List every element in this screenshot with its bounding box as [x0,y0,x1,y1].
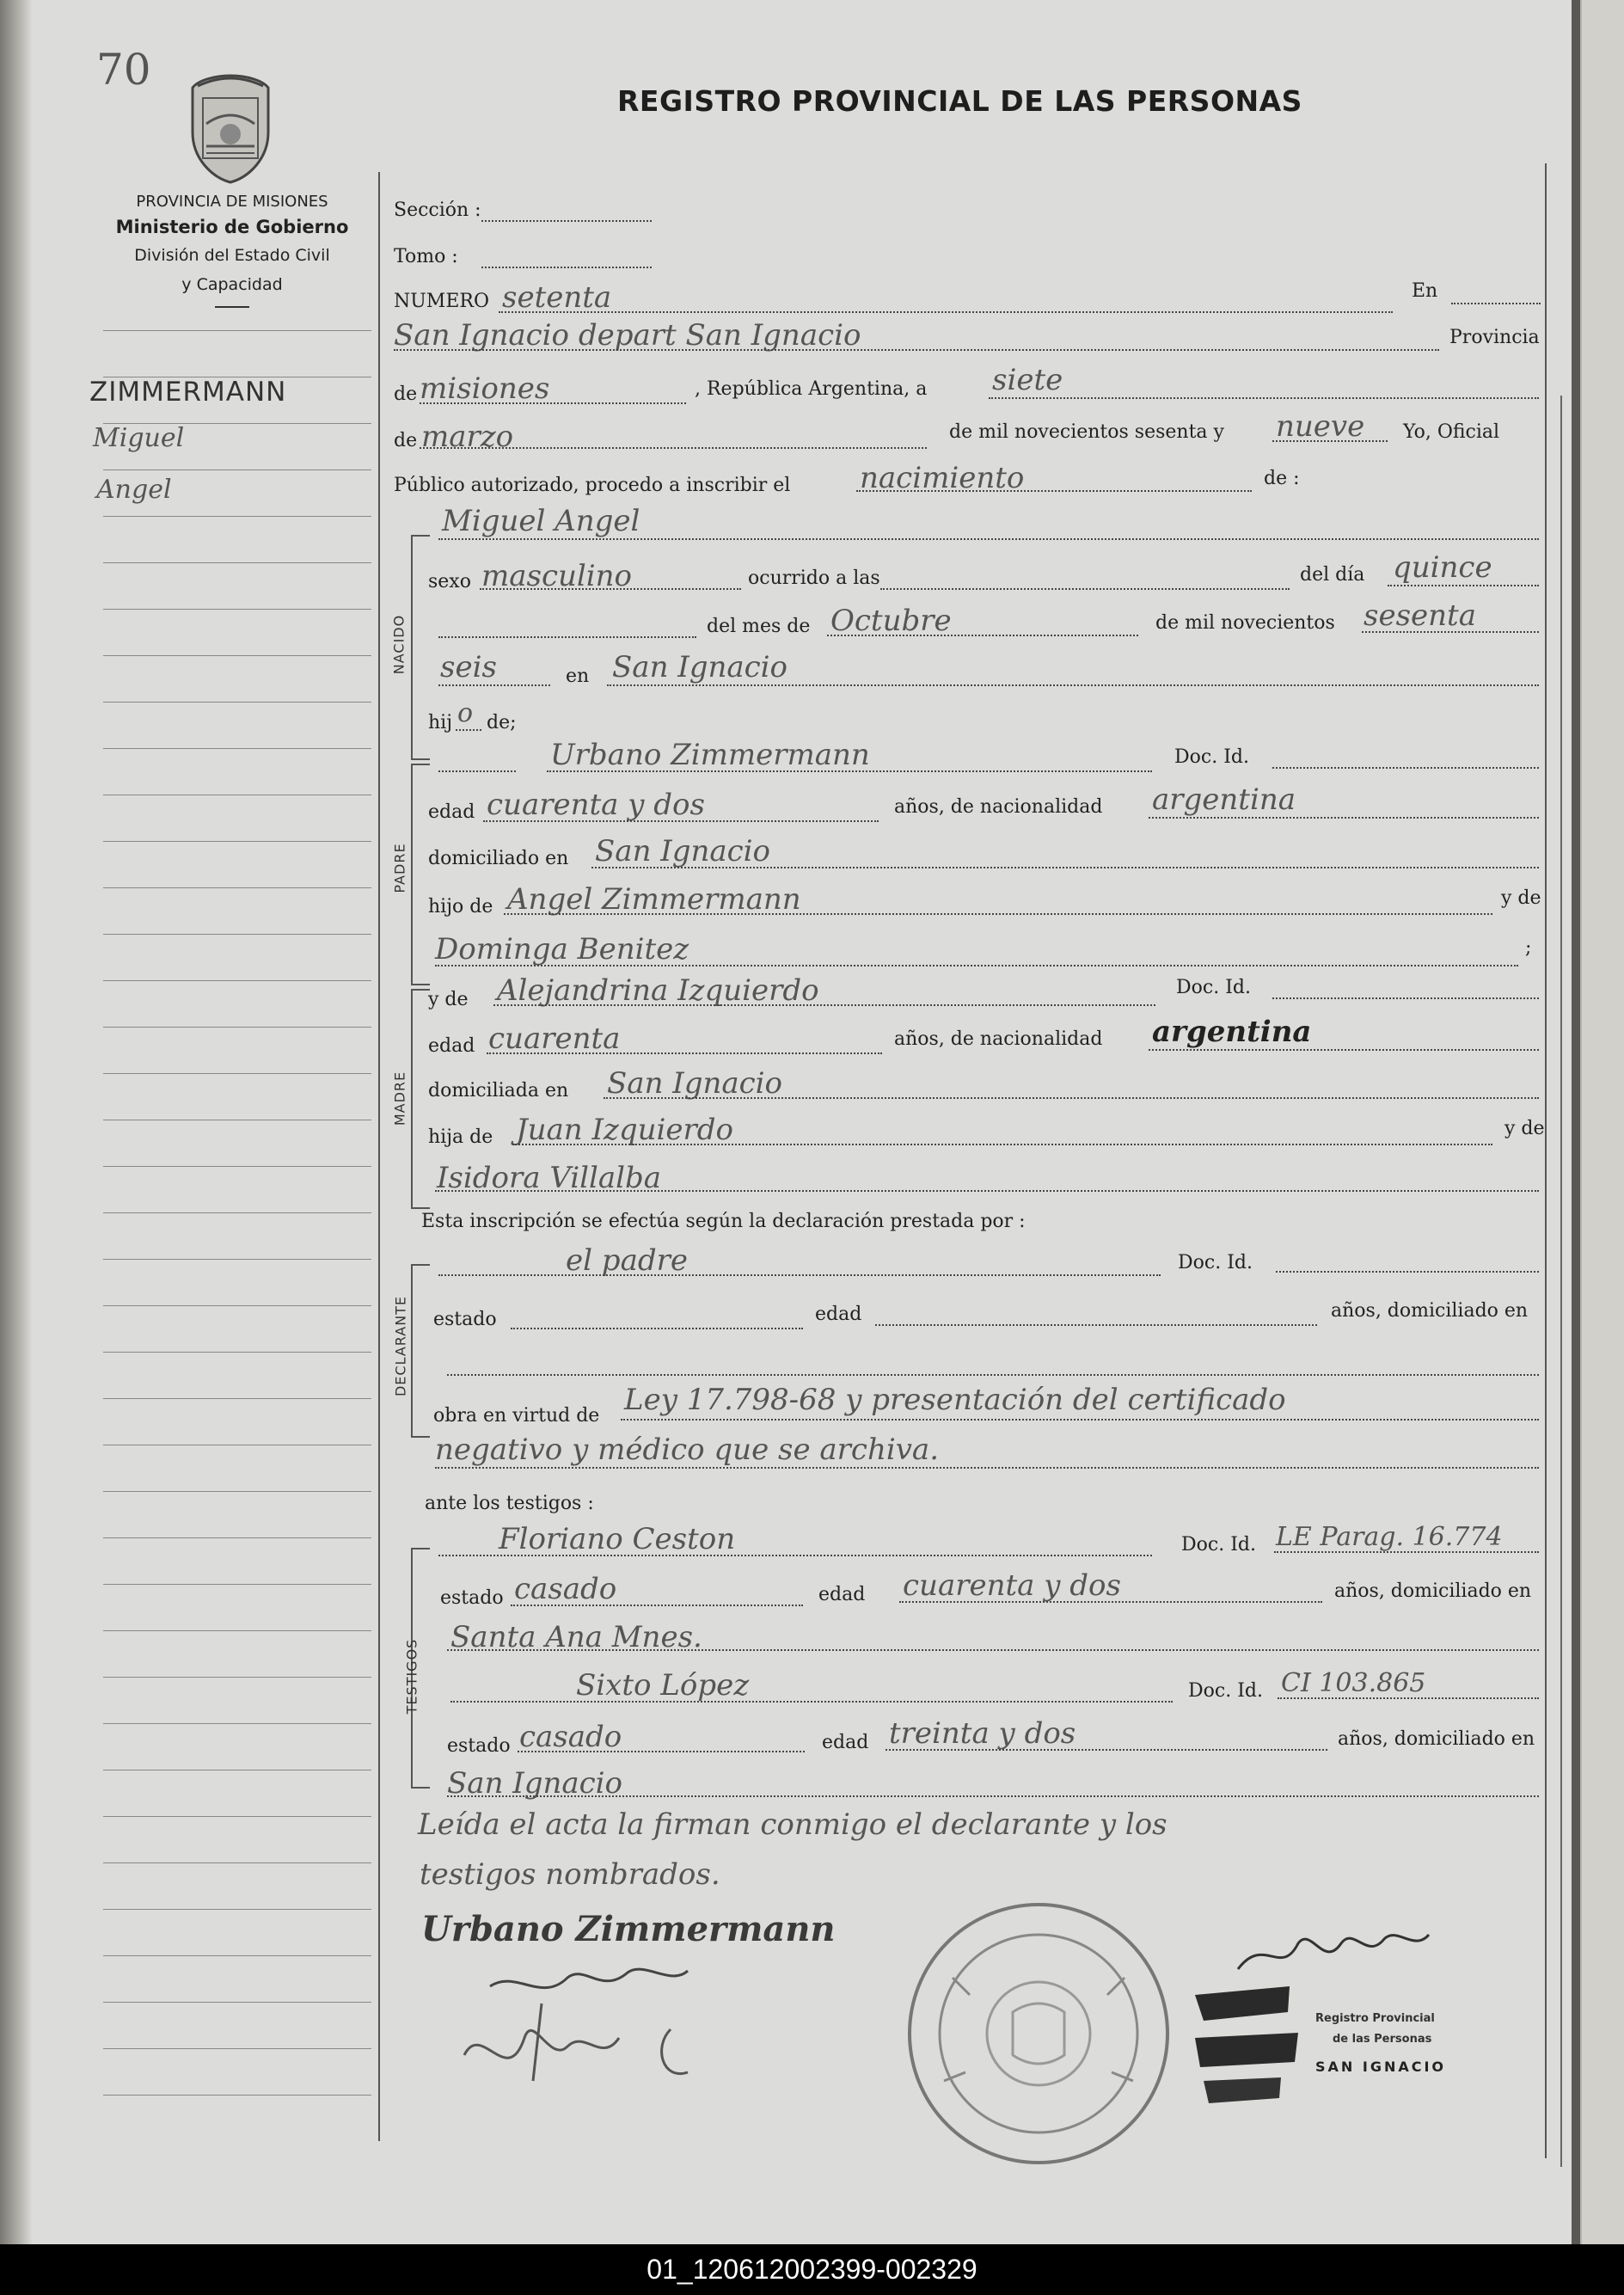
madre-bracket [411,989,430,1209]
padre-nac-line [1149,817,1539,819]
padre-dom-value: San Ignacio [595,834,771,868]
margin-rule-line [103,1166,371,1167]
provincia-value: misiones [420,371,550,406]
padre-madre-value: Dominga Benitez [435,932,689,966]
margin-given-name-2: Angel [96,475,172,505]
margin-rule-line [103,2048,371,2049]
margin-rule-line [103,1677,371,1678]
mes-label: del mes de [707,616,811,637]
margin-rule-line [103,469,371,470]
testigo1-edad-label: edad [818,1584,866,1605]
hij-de-label: de; [487,712,517,733]
mes-line [827,635,1138,636]
year-line [1272,440,1388,442]
testigo1-estado-line [511,1605,803,1606]
official-stamp-line3: SAN IGNACIO [1315,2059,1447,2075]
padre-padre-value: Angel Zimmermann [507,882,801,917]
testigo2-dom-value: San Ignacio [447,1766,623,1801]
mes-value: Octubre [830,604,952,638]
de2-label: de [394,430,418,451]
de-label: de [394,384,418,405]
testigo2-estado-label: estado [447,1735,511,1757]
madre-padre-value: Juan Izquierdo [516,1113,733,1147]
anio-cont-line [438,684,550,686]
margin-rule-line [103,2095,371,2096]
official-stamp-line2: de las Personas [1333,2033,1432,2046]
testigo1-doc-label: Doc. Id. [1181,1534,1256,1556]
numero-line [499,311,1393,313]
madre-edad-label: edad [428,1035,475,1057]
form-left-border [378,172,380,2141]
testigo1-dom-line [447,1649,1539,1651]
declarante-name: el padre [566,1243,688,1278]
testigo2-edad-line [886,1749,1327,1751]
padre-nac-label: años, de nacionalidad [894,796,1103,818]
declarante-estado-line [511,1328,803,1329]
madre-nac-line [1149,1049,1539,1051]
margin-rule-line [103,1212,371,1213]
padre-hijo-label: hijo de [428,896,493,917]
dia-cont-line [438,636,696,638]
madre-madre-value: Isidora Villalba [437,1161,662,1195]
padre-section-label: PADRE [391,843,408,893]
obra-line [621,1419,1539,1421]
org-division: División del Estado Civil [134,246,330,265]
nacido-bracket [411,535,430,760]
testigo2-anios-label: años, domiciliado en [1338,1728,1535,1750]
nacido-section-label: NACIDO [390,614,408,675]
madre-hija-label: hija de [428,1126,493,1148]
margin-rule-line [103,1027,371,1028]
anio-value-cont: seis [440,650,497,684]
day-line [989,397,1539,399]
madre-doc-label: Doc. Id. [1176,977,1251,998]
declarante-section-label: DECLARANTE [392,1295,409,1397]
testigo2-doc-value: CI 103.865 [1281,1668,1426,1698]
page-edge-line [1560,396,1562,2167]
testigo1-edad-line [899,1601,1322,1603]
madre-padre-line [512,1144,1492,1145]
sexo-value: masculino [481,559,633,593]
lugar-value: San Ignacio [612,650,788,684]
org-province: PROVINCIA DE MISIONES [136,193,328,211]
margin-rule-line [103,1955,371,1956]
hij-value: o [457,698,474,728]
margin-rule-line [103,1630,371,1631]
numero-value: setenta [502,280,612,315]
margin-rule-line [103,934,371,935]
page-binding [0,0,33,2244]
witness-signatures-icon [430,1952,791,2107]
testigo2-name-line [450,1701,1173,1703]
adjacent-page-paper [1582,0,1624,2244]
declarante-signature: Urbano Zimmermann [421,1909,836,1949]
testigo1-estado-label: estado [440,1587,504,1609]
declarante-estado-label: estado [433,1309,497,1330]
ocurrido-label: ocurrido a las [748,568,880,589]
provincia-label: Provincia [1449,327,1540,348]
numero-label: NUMERO [394,291,489,312]
madre-name-line [493,1004,1155,1006]
declarante-doc-label: Doc. Id. [1178,1252,1253,1273]
nacido-en-label: en [566,666,590,687]
padre-madre-line [435,965,1518,966]
form-right-border [1545,163,1547,2158]
margin-rule-line [103,1723,371,1724]
anio-value: sesenta [1364,598,1476,633]
margin-rule-line [103,516,371,517]
madre-nac-value: argentina [1152,1015,1312,1049]
testigo2-doc-line [1278,1697,1539,1699]
declarante-edad-label: edad [815,1304,862,1325]
closing-line-2: testigos nombrados. [420,1857,720,1892]
margin-rule-line [103,1862,371,1863]
nacido-name: Miguel Angel [442,504,640,538]
declarante-bracket [411,1264,430,1438]
madre-edad-value: cuarenta [488,1022,621,1056]
padre-name: Urbano Zimmermann [550,738,870,772]
obra-cont-line [435,1467,1539,1469]
tomo-label: Tomo : [394,246,458,267]
dia-line [1388,585,1539,586]
org-capacity: y Capacidad [181,275,283,294]
margin-rule-line [103,1491,371,1492]
margin-rule-line [103,562,371,563]
sexo-label: sexo [428,571,471,592]
padre-pre-line [438,770,516,772]
adjacent-page-edge [1572,0,1624,2244]
testigo1-doc-line [1274,1551,1539,1553]
testigo1-edad-value: cuarenta y dos [903,1568,1121,1603]
madre-nac-label: años, de nacionalidad [894,1028,1103,1050]
hora-line [880,588,1290,590]
margin-given-name-1: Miguel [93,423,185,453]
testigo2-dom-line [447,1795,1539,1797]
madre-dom-line [604,1097,1539,1099]
madre-dom-label: domiciliada en [428,1080,569,1101]
testigo2-name: Sixto López [576,1668,750,1703]
document-title: REGISTRO PROVINCIAL DE LAS PERSONAS [617,84,1302,118]
padre-edad-label: edad [428,801,475,823]
dia-value: quince [1393,550,1492,585]
padre-bracket [411,764,430,985]
official-stamp-line1: Registro Provincial [1315,2012,1435,2025]
margin-rule-line [103,1259,371,1260]
yo-oficial-label: Yo, Oficial [1403,421,1500,443]
del-dia-label: del día [1300,564,1365,586]
margin-rule-line [103,702,371,703]
act-line [856,490,1252,492]
madre-doc-line [1272,997,1539,999]
margin-rule-line [103,1537,371,1538]
padre-doc-label: Doc. Id. [1174,746,1249,768]
testigo2-doc-label: Doc. Id. [1188,1680,1263,1702]
margin-rule-line [103,1073,371,1074]
republica-label: , República Argentina, a [695,378,928,400]
official-stamp-block [1186,1961,1496,2124]
margin-rule-line [103,609,371,610]
padre-edad-line [483,820,879,822]
madre-edad-line [487,1052,882,1054]
padre-nac-value: argentina [1152,782,1296,817]
declarante-intro: Esta inscripción se efectúa según la declaración prestada por : [421,1211,1026,1232]
en-label: En [1412,280,1438,302]
madre-yde-label: y de [428,989,469,1010]
testigo1-doc-value: LE Parag. 16.774 [1276,1522,1503,1552]
org-ministry: Ministerio de Gobierno [115,217,349,237]
place-value: San Ignacio depart San Ignacio [394,318,861,353]
en-line [1451,303,1541,304]
declarante-anios-label: años, domiciliado en [1331,1300,1529,1322]
act-value: nacimiento [860,461,1025,495]
testigos-section-label: TESTIGOS [403,1638,420,1715]
day-value: siete [992,363,1063,397]
anio-line [1362,631,1539,633]
padre-edad-value: cuarenta y dos [487,788,705,822]
padre-semicolon: ; [1525,937,1532,959]
padre-doc-line [1272,767,1539,769]
testigo2-edad-value: treinta y dos [889,1716,1076,1751]
obra-value: Ley 17.798-68 y presentación del certificado [624,1383,1286,1417]
tomo-line [481,267,652,268]
testigo1-dom-value: Santa Ana Mnes. [450,1620,702,1654]
testigo2-estado-value: casado [519,1720,622,1754]
margin-rule-line [103,1398,371,1399]
testigos-intro: ante los testigos : [425,1493,594,1514]
declarante-name-line [438,1274,1161,1276]
madre-dom-value: San Ignacio [607,1066,783,1101]
adjacent-page-shadow [1572,0,1580,2244]
margin-rule-line [103,1584,371,1585]
obra-value-cont: negativo y médico que se archiva. [435,1433,940,1467]
madre-name: Alejandrina Izquierdo [497,973,819,1008]
testigo1-name-line [438,1555,1152,1556]
declarante-doc-line [1276,1271,1539,1273]
declarante-edad-line [875,1324,1317,1326]
seccion-line [481,220,652,222]
margin-rule-line [103,841,371,842]
org-divider [215,306,249,308]
hij-label: hij [428,712,453,733]
padre-name-line [547,770,1152,772]
testigo1-estado-value: casado [514,1572,617,1606]
margin-rule-line [103,2002,371,2003]
margin-rule-line [103,1816,371,1817]
madre-section-label: MADRE [391,1071,408,1126]
margin-rule-line [103,1305,371,1306]
testigo2-edad-label: edad [822,1732,869,1753]
year-label: de mil novecientos sesenta y [949,421,1224,443]
place-line [394,349,1439,351]
margin-rule-line [103,980,371,981]
lugar-line [607,684,1539,686]
provincial-emblem-icon [181,72,280,186]
official-seal-icon [892,1892,1185,2175]
padre-padre-line [504,913,1492,915]
margin-rule-line [103,748,371,749]
testigo1-name: Floriano Ceston [499,1522,736,1556]
de3-label: de : [1264,468,1300,489]
margin-rule-line [103,330,371,331]
padre-dom-label: domiciliado en [428,848,569,869]
padre-yde-label: y de [1501,887,1541,909]
year-value: nueve [1276,409,1365,444]
file-id-footer: 01_120612002399-002329 [0,2244,1624,2295]
closing-line-1: Leída el acta la firman conmigo el declarante y los [418,1807,1167,1842]
margin-rule-line [103,1352,371,1353]
madre-madre-line [435,1190,1539,1192]
margin-rule-line [103,1909,371,1910]
margin-surname: ZIMMERMANN [89,377,287,408]
sexo-line [480,588,741,590]
madre-yde2-label: y de [1504,1118,1545,1139]
padre-dom-line [591,867,1539,868]
seccion-label: Sección : [394,199,481,221]
month-line [420,447,927,449]
page-number: 70 [96,45,151,95]
testigo1-anios-label: años, domiciliado en [1334,1580,1532,1602]
margin-rule-line [103,887,371,888]
provincia-line [420,402,686,404]
publico-label: Público autorizado, procedo a inscribir el [394,475,791,496]
testigo2-estado-line [518,1751,805,1752]
obra-label: obra en virtud de [433,1405,600,1427]
margin-rule-line [103,655,371,656]
declarante-dom-line [447,1374,1539,1376]
mil-label: de mil novecientos [1155,612,1335,634]
nacido-name-line [438,538,1539,540]
hij-line [456,729,481,731]
month-value: marzo [421,420,514,454]
